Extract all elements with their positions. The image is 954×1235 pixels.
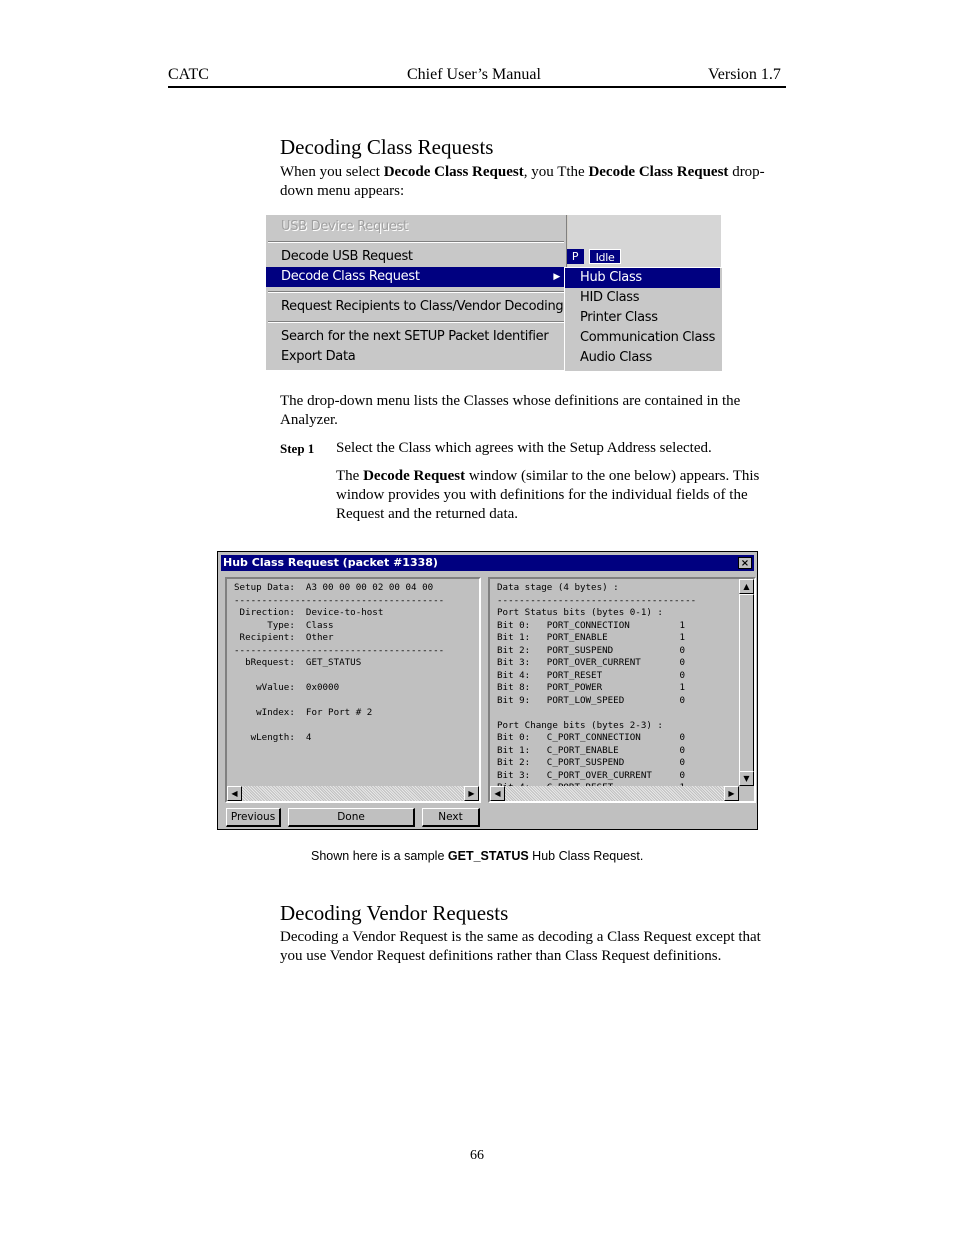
menu-item-decode-usb-request[interactable]: Decode USB Request — [281, 249, 413, 264]
menu-separator — [268, 321, 564, 323]
menu-item-request-recipients[interactable]: Request Recipients to Class/Vendor Decoding — [281, 299, 564, 314]
menu-item-export-data[interactable]: Export Data — [281, 349, 356, 364]
submenu-arrow-icon: ▶ — [553, 272, 560, 282]
setup-data-line: Setup Data: A3 00 00 00 02 00 04 00 — [234, 582, 434, 593]
data-stage-line — [497, 707, 696, 720]
scroll-right-icon[interactable]: ▶ — [464, 786, 479, 801]
data-stage-line: Bit 1: PORT_ENABLE 1 — [497, 632, 686, 643]
setup-data-line — [234, 670, 444, 683]
data-stage-line: Bit 2: PORT_SUSPEND 0 — [497, 644, 686, 656]
menu-item-decode-class-request[interactable] — [266, 267, 566, 287]
previous-button[interactable]: Previous — [226, 808, 281, 827]
header-left: CATC — [168, 66, 209, 83]
setup-data-line: wLength: 4 — [234, 732, 312, 743]
data-stage-line: Bit 1: C_PORT_ENABLE 0 — [497, 744, 686, 756]
setup-data-line — [234, 720, 444, 733]
step-detail: The Decode Request window (similar to the one below) appears. This window provides you with definitions for the individual fields of the Request and the returned data. — [336, 468, 760, 522]
submenu-item-hub-class[interactable]: Hub Class — [565, 268, 720, 288]
right-horizontal-scrollbar[interactable] — [490, 786, 739, 801]
data-stage-line: Bit 9: PORT_LOW_SPEED 0 — [497, 694, 686, 706]
header-rule — [168, 86, 786, 88]
scroll-left-icon[interactable]: ◀ — [227, 786, 242, 801]
section-title-vendor-requests: Decoding Vendor Requests — [280, 901, 509, 925]
header-center: Chief User’s Manual — [407, 66, 541, 83]
dialog-title: Hub Class Request (packet #1338) — [223, 556, 438, 569]
close-icon[interactable]: × — [738, 557, 752, 569]
menu-item-search-setup-pid[interactable]: Search for the next SETUP Packet Identifier — [281, 329, 549, 344]
menu-separator — [268, 291, 564, 293]
scroll-right-icon[interactable]: ▶ — [724, 786, 739, 801]
data-stage-line: Port Status bits (bytes 0-1) : — [497, 607, 663, 618]
setup-data-line: Direction: Device-to-host — [234, 607, 384, 618]
class-submenu — [564, 267, 722, 371]
step-text: Select the Class which agrees with the Setup Address selected. — [336, 440, 712, 456]
data-stage-line: Bit 4: PORT_RESET 0 — [497, 669, 686, 681]
figure-caption: Shown here is a sample GET_STATUS Hub Class Request. — [311, 849, 644, 863]
setup-data-line: Type: Class — [234, 619, 334, 631]
setup-data-line: bRequest: GET_STATUS — [234, 657, 362, 668]
scrollbar-thumb[interactable] — [739, 594, 754, 784]
data-stage-line: Bit 3: PORT_OVER_CURRENT 0 — [497, 657, 686, 668]
menu-separator — [268, 241, 564, 243]
menu-description-paragraph: The drop-down menu lists the Classes whose definitions are contained in the Analyzer. — [280, 393, 741, 428]
scroll-left-icon[interactable]: ◀ — [490, 786, 505, 801]
scroll-down-icon[interactable]: ▼ — [739, 771, 754, 786]
setup-data-line — [234, 695, 444, 708]
data-stage-line: Bit 2: C_PORT_SUSPEND 0 — [497, 757, 686, 768]
next-button[interactable]: Next — [422, 808, 480, 827]
left-horizontal-scrollbar[interactable] — [227, 786, 479, 801]
decode-menu — [266, 215, 567, 370]
status-tag-p: P — [566, 249, 584, 264]
scroll-up-icon[interactable]: ▲ — [739, 579, 754, 594]
submenu-item-audio-class[interactable]: Audio Class — [580, 350, 652, 365]
status-tag-idle: Idle — [589, 249, 621, 264]
data-stage-line: Bit 3: C_PORT_OVER_CURRENT 0 — [497, 769, 686, 781]
data-stage-line: Bit 0: PORT_CONNECTION 1 — [497, 619, 686, 631]
setup-data-line: wValue: 0x0000 — [234, 682, 340, 693]
data-stage-line: Data stage (4 bytes) : — [497, 582, 619, 593]
setup-data-line: wIndex: For Port # 2 — [234, 707, 373, 718]
data-stage-line: ------------------------------------ — [497, 594, 697, 606]
setup-data-text — [234, 582, 444, 745]
vendor-paragraph: Decoding a Vendor Request is the same as decoding a Class Request except that you use Vendor Request definitions rather than Class Request definitions. — [280, 929, 761, 964]
header-right: Version 1.7 — [708, 66, 781, 83]
decode-menu-screenshot — [266, 215, 721, 370]
intro-paragraph: When you select Decode Class Request, you Tthe Decode Class Request drop-down menu appears: — [280, 164, 765, 199]
submenu-item-hid-class[interactable]: HID Class — [580, 290, 640, 305]
page-number: 66 — [470, 1148, 484, 1163]
data-stage-pane[interactable] — [488, 577, 756, 803]
data-stage-line: Port Change bits (bytes 2-3) : — [497, 719, 663, 731]
menu-item-label: Decode Class Request — [281, 269, 420, 284]
step-label: Step 1 — [280, 441, 315, 456]
section-title-class-requests: Decoding Class Requests — [280, 135, 494, 159]
setup-data-pane[interactable] — [225, 577, 481, 803]
data-stage-line: Bit 0: C_PORT_CONNECTION 0 — [497, 732, 686, 743]
submenu-item-printer-class[interactable]: Printer Class — [580, 310, 658, 325]
done-button[interactable]: Done — [288, 808, 415, 827]
data-stage-text — [497, 582, 696, 795]
dialog-title-bar — [221, 555, 754, 571]
submenu-item-communication-class[interactable]: Communication Class — [580, 330, 716, 345]
setup-data-line: Recipient: Other — [234, 632, 334, 643]
decode-request-dialog — [217, 551, 758, 830]
data-stage-line: Bit 8: PORT_POWER 1 — [497, 682, 686, 693]
menu-item-usb-device-request: USB Device Request — [281, 219, 408, 234]
setup-data-line: -------------------------------------- — [234, 644, 445, 656]
setup-data-line: -------------------------------------- — [234, 594, 445, 606]
